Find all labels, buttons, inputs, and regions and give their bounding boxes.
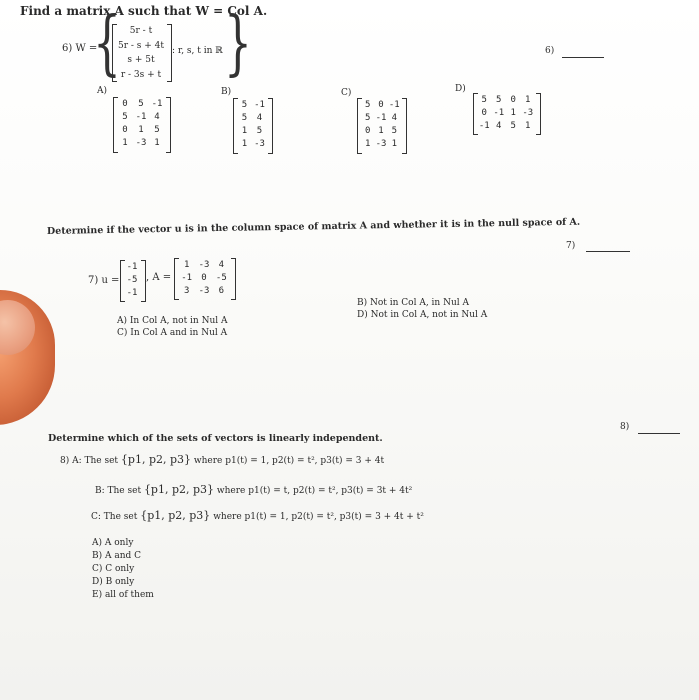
matrix-entry: 5 <box>364 100 371 110</box>
q6-option-b-label: B) <box>221 87 232 97</box>
q8-set-c-prefix: C: The set <box>91 512 138 522</box>
matrix-entry: -3 <box>198 260 210 270</box>
matrix-entry: -3 <box>135 138 147 148</box>
q7-a-entries <box>178 259 230 298</box>
matrix-entry: 4 <box>256 113 263 123</box>
matrix-entry: -3 <box>198 286 210 296</box>
matrix-entry: -1 <box>478 121 490 131</box>
u-entry: -1 <box>126 288 138 298</box>
q7-a-label: , A = <box>146 272 172 283</box>
matrix-entry: 3 <box>183 286 190 296</box>
q7-choice-d[interactable]: D) Not in Col A, not in Nul A <box>357 310 488 320</box>
matrix-entry: 0 <box>510 95 516 105</box>
q7-choice-b[interactable]: B) Not in Col A, in Nul A <box>357 298 470 308</box>
w-entry: r - 3s + t <box>120 69 162 80</box>
q7-answer-label: 7) <box>566 241 576 251</box>
matrix-entry: -5 <box>215 273 227 283</box>
q8-set-a-prefix: 8) A: The set <box>60 456 119 466</box>
matrix-entry: 5 <box>241 100 248 110</box>
q8-choice-d[interactable]: D) B only <box>92 577 135 587</box>
right-brace-icon: } <box>224 2 252 84</box>
matrix-entry: 0 <box>378 100 384 110</box>
q6-option-d-entries <box>477 94 535 133</box>
q7-heading: Determine if the vector u is in the column space of matrix A and whether it is in the null space of A. <box>46 216 581 237</box>
q7-choice-c[interactable]: C) In Col A and in Nul A <box>117 328 228 338</box>
matrix-entry: 4 <box>154 112 160 122</box>
matrix-entry: -3 <box>375 139 387 149</box>
matrix-entry: 0 <box>122 99 128 109</box>
matrix-entry: 5 <box>481 95 487 105</box>
q8-set-a-where: where p1(t) = 1, p2(t) = t², p3(t) = 3 + 4t <box>193 456 385 466</box>
matrix-entry: -1 <box>181 273 193 283</box>
matrix-entry: 1 <box>391 139 398 149</box>
q8-set-b-where: where p1(t) = t, p2(t) = t², p3(t) = 3t + 4t² <box>216 486 413 496</box>
q8-answer-label: 8) <box>620 422 630 432</box>
w-entry: 5r - s + 4t <box>117 40 164 51</box>
q6-option-c-label: C) <box>341 88 352 98</box>
matrix-entry: 5 <box>510 121 516 131</box>
q8-set-a <box>60 453 384 466</box>
matrix-entry: 5 <box>364 113 371 123</box>
q6-heading: Find a matrix A such that W = Col A. <box>20 4 268 18</box>
matrix-entry: 5 <box>241 113 248 123</box>
q7-number: 7) u = <box>88 275 120 286</box>
matrix-entry: 1 <box>241 126 248 136</box>
q8-set-c <box>91 509 424 522</box>
q8-choices <box>92 537 154 602</box>
matrix-entry: 1 <box>183 260 190 270</box>
matrix-entry: 1 <box>378 126 384 136</box>
q6-option-d-label: D) <box>455 84 466 94</box>
q8-heading: Determine which of the sets of vectors is linearly independent. <box>48 433 383 444</box>
matrix-entry: 5 <box>256 126 263 136</box>
matrix-entry: -1 <box>254 100 265 110</box>
u-entry: -5 <box>126 275 138 285</box>
matrix-entry: 6 <box>218 286 225 296</box>
w-entry: 5r - t <box>129 26 153 36</box>
matrix-entry: -1 <box>493 108 505 118</box>
q6-condition: : r, s, t in ℝ <box>172 46 223 56</box>
u-entry: -1 <box>126 262 138 272</box>
q7-choice-a[interactable]: A) In Col A, not in Nul A <box>117 316 228 326</box>
matrix-entry: 4 <box>218 260 225 270</box>
q8-choice-e[interactable]: E) all of them <box>92 590 154 600</box>
matrix-entry: -1 <box>151 99 163 109</box>
matrix-entry: 1 <box>510 108 516 118</box>
q6-option-b-entries <box>237 99 267 151</box>
matrix-entry: 1 <box>122 138 128 148</box>
q6-number: 6) W = <box>62 43 98 54</box>
matrix-entry: 4 <box>496 121 502 131</box>
w-vector <box>112 24 170 82</box>
q8-choice-b[interactable]: B) A and C <box>92 551 142 561</box>
q6-option-a-entries <box>117 98 165 150</box>
matrix-entry: 1 <box>241 139 248 149</box>
q8-set-c-braces: {p1, p2, p3} <box>140 509 211 522</box>
matrix-entry: -1 <box>135 112 147 122</box>
matrix-entry: 1 <box>138 125 144 135</box>
q8-set-a-braces: {p1, p2, p3} <box>120 453 192 466</box>
matrix-entry: 1 <box>364 139 371 149</box>
matrix-entry: 1 <box>525 95 531 105</box>
q8-answer-line[interactable] <box>638 433 680 434</box>
matrix-entry: 5 <box>138 99 144 109</box>
matrix-entry: 5 <box>496 95 502 105</box>
w-entry: s + 5t <box>127 55 155 65</box>
matrix-entry: -1 <box>375 113 387 123</box>
matrix-entry: -3 <box>254 139 265 149</box>
matrix-entry: -1 <box>388 100 400 110</box>
q6-option-a-label: A) <box>97 86 108 96</box>
q8-set-c-where: where p1(t) = 1, p2(t) = t², p3(t) = 3 + 4t + t² <box>213 512 424 522</box>
matrix-entry: 4 <box>391 113 398 123</box>
q8-set-b-braces: {p1, p2, p3} <box>143 483 215 496</box>
q8-set-b <box>95 483 412 496</box>
q8-choice-a[interactable]: A) A only <box>92 538 134 548</box>
q6-answer-label: 6) <box>545 46 555 56</box>
q8-set-b-prefix: B: The set <box>95 486 142 496</box>
q7-answer-line[interactable] <box>586 251 630 252</box>
q6-answer-line[interactable] <box>562 57 604 58</box>
matrix-entry: 0 <box>364 126 371 136</box>
matrix-entry: 0 <box>481 108 487 118</box>
matrix-entry: 5 <box>391 126 398 136</box>
matrix-entry: -3 <box>522 108 534 118</box>
matrix-entry: 5 <box>122 112 128 122</box>
q8-choice-c[interactable]: C) C only <box>92 564 135 574</box>
q7-u-vector <box>120 261 144 300</box>
left-brace-icon: { <box>93 2 121 84</box>
q6-option-c-entries <box>361 99 401 151</box>
matrix-entry: 0 <box>201 273 207 283</box>
matrix-entry: 1 <box>154 138 160 148</box>
matrix-entry: 0 <box>122 125 128 135</box>
matrix-entry: 5 <box>154 125 160 135</box>
matrix-entry: 1 <box>525 121 531 131</box>
